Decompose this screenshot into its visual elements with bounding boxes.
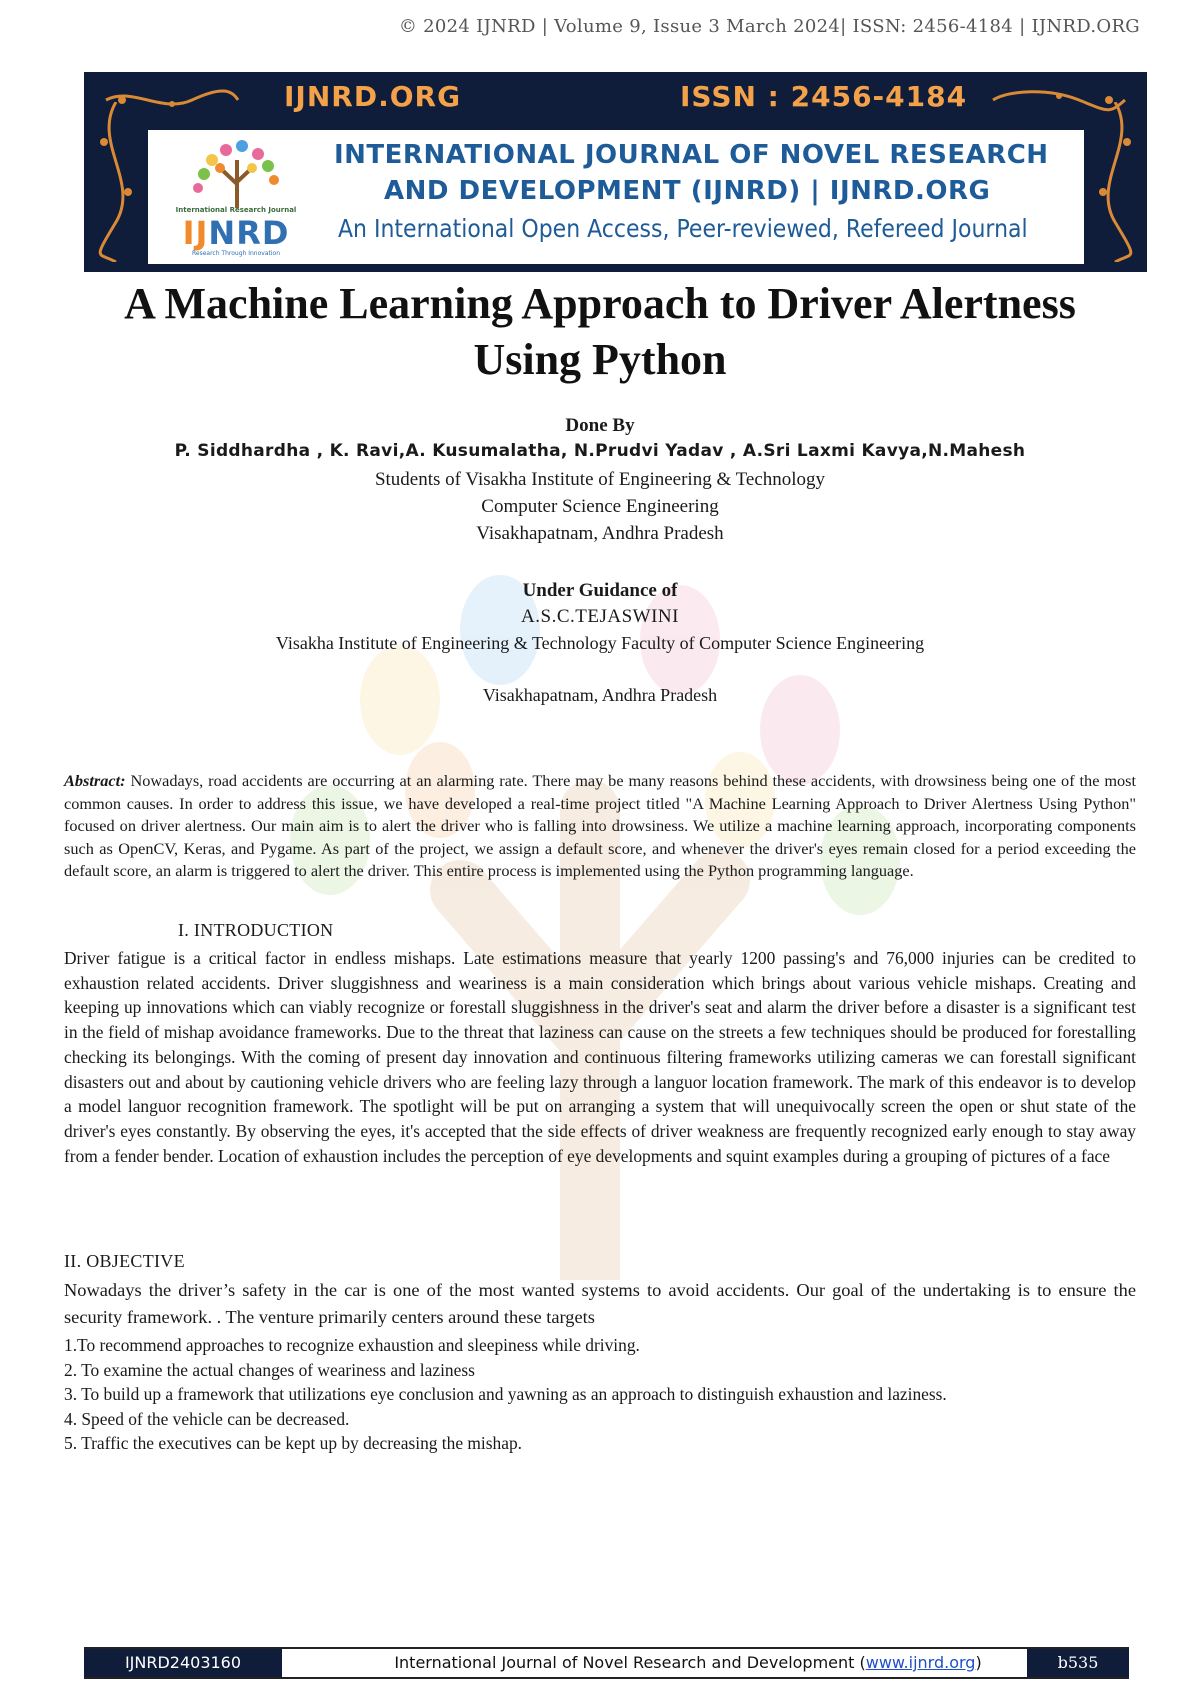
abstract-label: Abstract: — [64, 771, 126, 790]
list-item: 1.To recommend approaches to recognize exhaustion and sleepiness while driving. — [64, 1335, 640, 1355]
objective-paragraph: Nowadays the driver’s safety in the car is one of the most wanted systems to avoid accidents. Our goal of the undertaking is to ensure the security framework. . The venture primarily centers around these targets — [64, 1280, 1136, 1327]
journal-link[interactable]: www.ijnrd.org — [865, 1653, 976, 1672]
introduction-paragraph: Driver fatigue is a critical factor in endless mishaps. Late estimations measure that yearly 1200 passing's and 76,000 injuries can be credited to exhaustion related accidents. Driver sluggishness and weariness is a main consideration which brings about various vehicle mishaps. Creating and keeping up innovations which can viably recognize or forestall sluggishness in the driver's seat and alarm the driver before a disaster is a significant test in the field of mishap avoidance frameworks. Due to the threat that laziness can cause on the streets a few techniques should be produced for forestalling checking its belongings. With the coming of present day innovation and continuous filtering frameworks utilizing cameras we can forestall significant disasters out and about by cautioning vehicle drivers who are feeling lazy through a languor location framework. The mark of this endeavor is to develop a model languor recognition framework. The spotlight will be put on arranging a system that will unequivocally screen the open or shut state of the driver's eyes constantly. By observing the eyes, it's accepted that the side effects of driver weakness are frequently recognized early enough to stay away from a fender bender. Location of exhaustion includes the perception of eye developments and squint examples during a grouping of pictures of a face — [64, 948, 1136, 1166]
banner-inner-panel — [148, 130, 1084, 264]
ijnrd-logo — [160, 138, 310, 256]
journal-citation-header: © 2024 IJNRD | Volume 9, Issue 3 March 2024| ISSN: 2456-4184 | IJNRD.ORG — [398, 16, 1140, 37]
banner-issn: ISSN : 2456-4184 — [680, 80, 968, 113]
ijnrd-watermark — [240, 560, 940, 1280]
banner-journal-line3: An International Open Access, Peer-reviewed, Refereed Journal — [338, 214, 1028, 243]
journal-banner — [84, 72, 1147, 272]
banner-site: IJNRD.ORG — [284, 80, 462, 113]
author-affiliation-2: Computer Science Engineering — [481, 496, 719, 517]
footer-journal — [284, 1649, 1092, 1677]
author-affiliation-3: Visakhapatnam, Andhra Pradesh — [476, 523, 724, 544]
footer-page-number: b535 — [1027, 1649, 1129, 1677]
done-by-label: Done By — [565, 415, 635, 436]
paper-title — [60, 276, 1140, 388]
guidance-label: Under Guidance of — [522, 580, 678, 601]
author-affiliation-1: Students of Visakha Institute of Engineering & Technology — [374, 469, 826, 490]
list-item: 3. To build up a framework that utilizations eye conclusion and yawning as an approach to distinguish exhaustion and laziness. — [64, 1384, 947, 1404]
objective-heading: II. OBJECTIVE — [64, 1251, 185, 1271]
logo-top-text: International Research Journal — [175, 206, 297, 214]
logo-tagline: Research Through Innovation — [192, 250, 280, 257]
banner-journal-line1: INTERNATIONAL JOURNAL OF NOVEL RESEARCH — [334, 140, 1049, 170]
abstract-text: Nowadays, road accidents are occurring at an alarming rate. There may be many reasons behind these accidents, with drowsiness being one of the most common causes. In order to address this issue, we have developed a real-time project titled "A Machine Learning Approach to Driver Alertness Using Python" focused on driver alertness. Our main aim is to alert the driver who is falling into drowsiness. We utilize a machine learning approach, incorporating components such as OpenCV, Keras, and Pygame. As part of the project, we assign a default score, and whenever the driver's eyes remain closed for a period exceeding the default score, an alarm is triggered to alert the driver. This entire process is implemented using the Python programming language. — [64, 771, 1136, 881]
left-vine-icon — [88, 102, 144, 262]
tree-logo-icon — [182, 138, 292, 208]
guide-name: A.S.C.TEJASWINI — [521, 606, 679, 627]
right-vine-icon — [1087, 102, 1143, 262]
guide-affiliation: Visakha Institute of Engineering & Technology Faculty of Computer Science Engineering — [275, 633, 925, 653]
banner-journal-line2: AND DEVELOPMENT (IJNRD) | IJNRD.ORG — [384, 176, 991, 206]
introduction-heading: I. INTRODUCTION — [178, 920, 334, 940]
author-list: P. Siddhardha , K. Ravi,A. Kusumalatha, N.Prudvi Yadav , A.Sri Laxmi Kavya,N.Mahesh — [174, 441, 1026, 461]
list-item: 2. To examine the actual changes of weariness and laziness — [64, 1359, 475, 1380]
title-line-1: A Machine Learning Approach to Driver Alertness — [124, 279, 1076, 328]
guide-location: Visakhapatnam, Andhra Pradesh — [482, 685, 718, 705]
banner-top-row — [84, 80, 1147, 122]
footer-paren: ) — [975, 1653, 982, 1672]
title-line-2: Using Python — [473, 335, 727, 384]
objective-list — [64, 1333, 1144, 1456]
list-item: 5. Traffic the executives can be kept up by decreasing the mishap. — [64, 1433, 522, 1453]
abstract-paragraph — [64, 770, 1136, 883]
footer-paper-id: IJNRD2403160 — [84, 1649, 282, 1677]
list-item: 4. Speed of the vehicle can be decreased. — [64, 1408, 350, 1429]
logo-wordmark: IJNRD — [182, 214, 290, 252]
page-footer — [84, 1647, 1129, 1679]
footer-journal-name: International Journal of Novel Research and Development ( — [394, 1653, 866, 1672]
